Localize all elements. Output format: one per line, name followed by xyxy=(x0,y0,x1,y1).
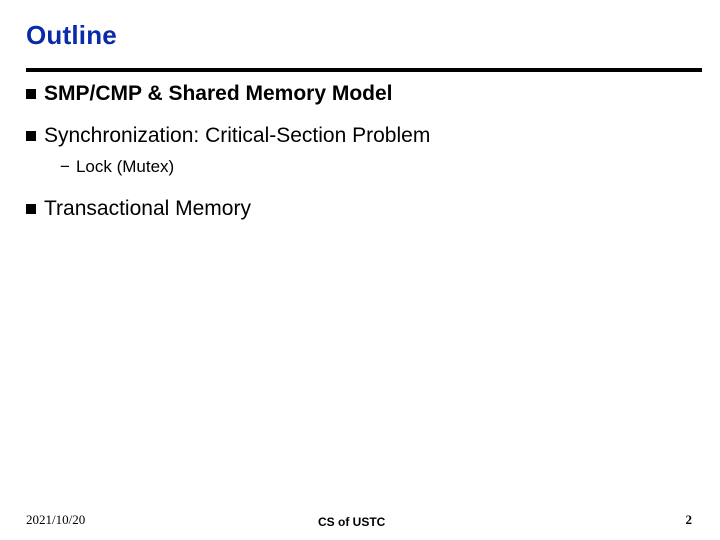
sub-bullet-item xyxy=(60,157,174,177)
footer-date: 2021/10/20 xyxy=(26,512,86,527)
dash-marker: − xyxy=(60,157,70,176)
square-bullet-icon xyxy=(26,204,36,214)
bullet-text: Transactional Memory xyxy=(44,197,251,220)
page-number: 2 xyxy=(685,512,692,527)
bullet-item xyxy=(26,197,251,221)
slide-title: Outline xyxy=(26,20,117,50)
bullet-item xyxy=(26,124,430,148)
bullet-text: Synchronization: Critical-Section Problem xyxy=(44,124,431,147)
bullet-item xyxy=(26,82,393,106)
square-bullet-icon xyxy=(26,89,36,99)
title-rule xyxy=(26,68,702,72)
bullet-text: SMP/CMP & Shared Memory Model xyxy=(44,82,393,105)
square-bullet-icon xyxy=(26,131,36,141)
footer-center-text: CS of USTC xyxy=(318,515,386,529)
sub-bullet-text: Lock (Mutex) xyxy=(75,157,175,176)
